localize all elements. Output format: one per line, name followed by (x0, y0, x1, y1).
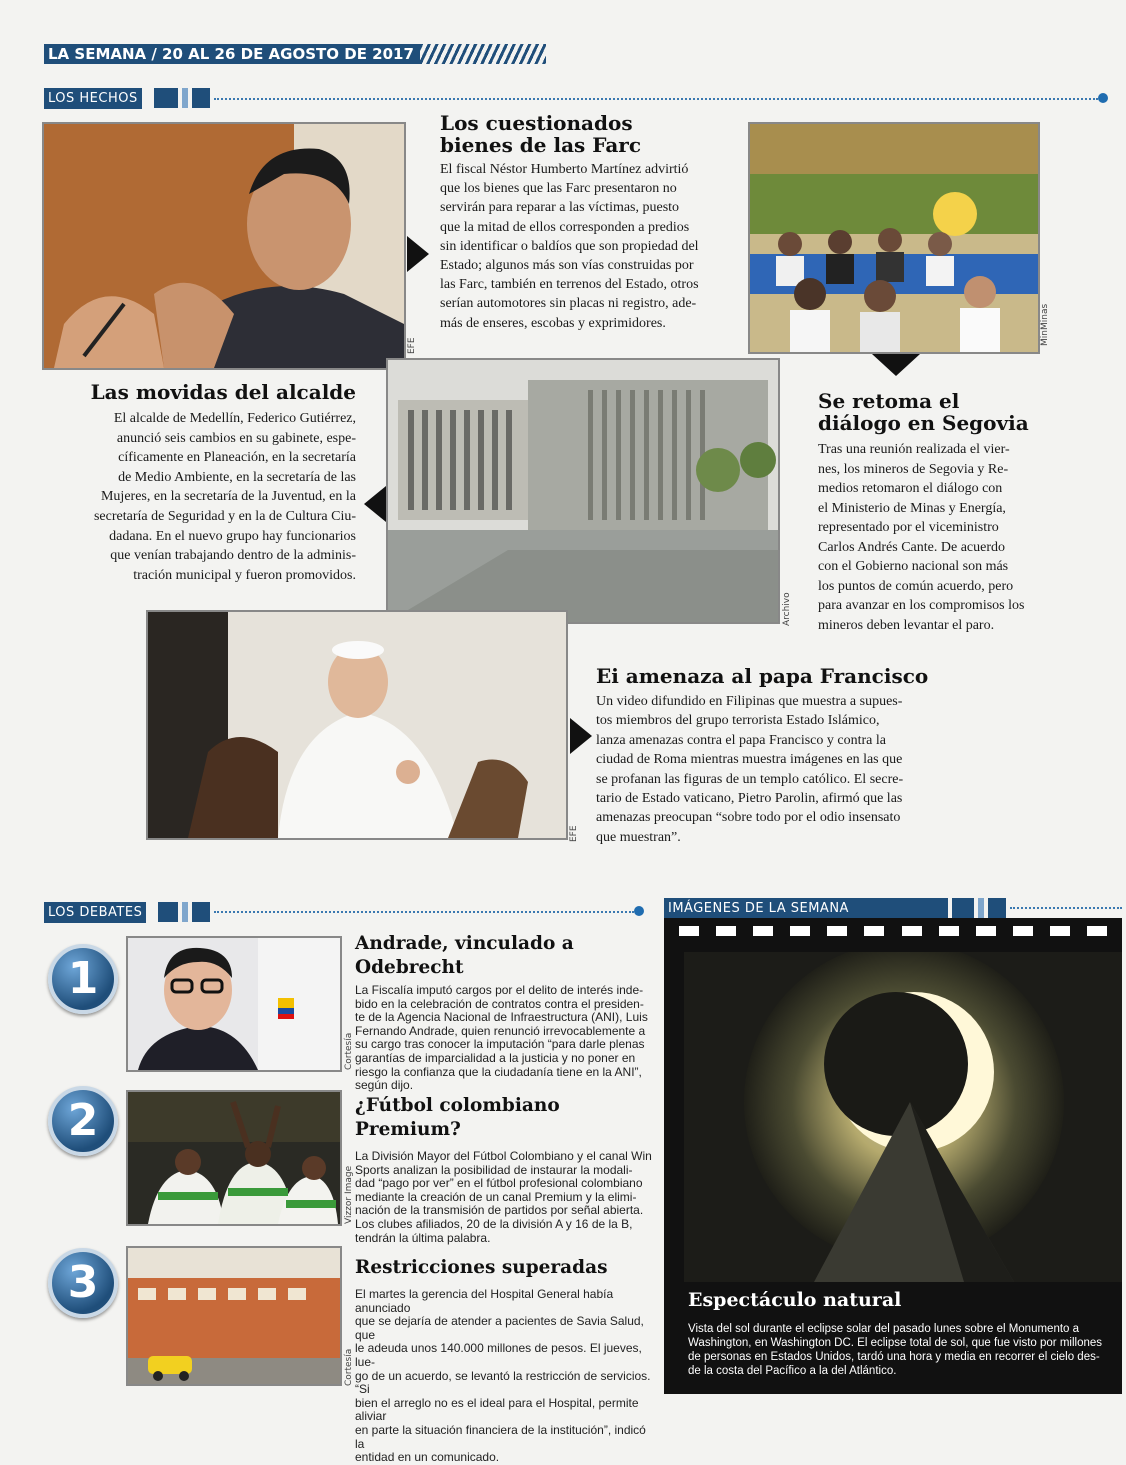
pointer-arrow-icon (364, 486, 386, 522)
photo-hospital (128, 1248, 340, 1384)
story-body: Un video difundido en Filipinas que muestra a supues- tos miembros del grupo terrorista Estado Islámico, lanza amenazas contra el papa Francisco y contra la ciudad de Roma mientras muestra imágenes en las que se profanan las figuras de un templo católico. El secre- tario de Estado vaticano, Pietro Parolin, afirmó que las amenazas preocupan “sobre todo por el odio insensato que muestran”. (596, 694, 904, 845)
fiscal-illustration (44, 124, 404, 368)
debate-restricciones (355, 1256, 655, 1465)
film-perforations (664, 926, 1122, 936)
imagen-caption (688, 1288, 1122, 1378)
eclipse-image (664, 952, 1122, 1282)
story-body: El alcalde de Medellín, Federico Gutiérrez, anunció seis cambios en su gabinete, espe- cíficamente en Planeación, en la secretaría de Medio Ambiente, en la secretaría de las Mujeres, en la secretaría de la Juventud, en la secretaría de Seguridad y en la de Cultura Ciu- dadana. En el nuevo grupo hay funcionarios que venían trabajando dentro de la adminis- tración municipal y fueron promovidos. (93, 411, 356, 583)
section-marker (182, 88, 188, 108)
debate-title: Restricciones superadas (355, 1257, 608, 1278)
section-rule (1010, 907, 1122, 909)
credit-vizzor: Vizzor Image (344, 1165, 354, 1224)
photo-fiscal (44, 124, 404, 368)
section-rule (214, 98, 1098, 100)
debate-futbol (355, 1094, 655, 1245)
section-los-hechos: LOS HECHOS (44, 88, 142, 109)
story-title: Se retoma el diálogo en Segovia (818, 389, 1029, 435)
number-badge: 1 (48, 944, 118, 1014)
pointer-arrow-icon (407, 236, 429, 272)
number-badge: 2 (48, 1086, 118, 1156)
photo-city-hall (388, 360, 778, 622)
section-rule (214, 911, 634, 913)
section-rule-end (634, 906, 644, 916)
number-badge: 3 (48, 1248, 118, 1318)
section-los-debates: LOS DEBATES (44, 902, 146, 923)
story-farc (440, 112, 740, 333)
debate-title: Andrade, vinculado a Odebrecht (355, 933, 574, 978)
story-papa (596, 664, 976, 847)
section-marker (952, 898, 974, 918)
credit-efe: EFE (407, 337, 417, 354)
credit-minminas: MinMinas (1040, 303, 1050, 346)
header-bar (44, 44, 420, 64)
section-rule-end (1098, 93, 1108, 103)
debate-andrade (355, 932, 655, 1093)
story-body: Tras una reunión realizada el vier- nes, los mineros de Segovia y Re- medios retomaron el diálogo con el Ministerio de Minas y Energía, representado por el viceministro Carlos Andrés Cante. De acuerdo con el Gobierno nacional son más los puntos de común acuerdo, pero para avanzar en los compromisos los mineros deben levantar el paro. (818, 442, 1025, 633)
story-title: Ei amenaza al papa Francisco (596, 664, 929, 688)
pointer-arrow-icon (872, 354, 920, 376)
story-title: Los cuestionados bienes de las Farc (440, 111, 642, 157)
story-alcalde (44, 380, 356, 585)
section-marker (978, 898, 984, 918)
story-segovia (818, 390, 1078, 635)
debate-body: La División Mayor del Fútbol Colombiano y el canal Win Sports analizan la posibilidad de instaurar la modali- dad “pago por ver” en el fútbol profesional colombiano mediante la creación de un canal Premium y la elimi- nación de la transmisión de partidos por señal abierta. Los clubes afiliados, 20 de la división A y 16 de la B, tendrán la última palabra. (355, 1149, 652, 1245)
imagen-title: Espectáculo natural (688, 1289, 902, 1311)
section-marker (192, 88, 210, 108)
credit-cortesia: Cortesía (344, 1032, 354, 1070)
story-title: Las movidas del alcalde (90, 380, 356, 404)
debate-body: El martes la gerencia del Hospital General había anunciado que se dejaría de atender a pacientes de Savia Salud, que le adeuda unos 140.000 millones de pesos. El jueves, lue- go de un acuerdo, se levantó la restricción de servicios. “Si bien el arreglo no es el ideal para el Hospital, permite aliviar en parte la situación financiera de la institución”, indicó la entidad en un comunicado. (355, 1287, 651, 1465)
debate-title: ¿Fútbol colombiano Premium? (355, 1095, 560, 1140)
section-marker (988, 898, 1006, 918)
section-imagenes: IMÁGENES DE LA SEMANA (664, 898, 948, 919)
imagen-body: Vista del sol durante el eclipse solar del pasado lunes sobre el Monumento a Washington, en Washington DC. El eclipse total de sol, que fue visto por millones de personas en Estados Unidos, tardó una hora y media en recorrer el cielo des- de la costa del Pacífico a la del Atlántico. (688, 1323, 1102, 1377)
photo-segovia-meeting (750, 124, 1038, 352)
pointer-arrow-icon (570, 718, 592, 754)
debate-body: La Fiscalía imputó cargos por el delito de interés inde- bido en la celebración de contratos contra el presiden- te de la Agencia Nacional de Infraestructura (ANI), Luis Fernando Andrade, quien renunció irrevocablemente a su cargo tras conocer la imputación “para darle plenas garantías de imparcialidad a la justicia y no poner en riesgo la confianza que la ciudadanía tiene en la ANI”, según dijo. (355, 983, 648, 1093)
film-strip (664, 918, 1122, 1394)
photo-pope (148, 612, 566, 838)
photo-andrade (128, 938, 340, 1070)
credit-archivo: Archivo (782, 592, 792, 626)
header-title: LA SEMANA / 20 AL 26 DE AGOSTO DE 2017 (48, 45, 414, 63)
section-marker (154, 88, 178, 108)
section-marker (158, 902, 178, 922)
section-marker (192, 902, 210, 922)
credit-efe-pope: EFE (569, 825, 579, 842)
story-body: El fiscal Néstor Humberto Martínez advirtió que los bienes que las Farc presentaron no servirán para reparar a las víctimas, puesto que la mitad de ellos corresponden a predios sin identificar o baldíos que son propiedad del Estado; algunos más son vías construidas por las Farc, también en terrenos del Estado, otros serían automotores sin placas ni registro, ade- más de enseres, escobas y exprimidores. (440, 162, 699, 331)
photo-futbol (128, 1092, 340, 1224)
credit-cortesia-3: Cortesía (344, 1348, 354, 1386)
header-hatch (420, 44, 546, 64)
section-marker (182, 902, 188, 922)
